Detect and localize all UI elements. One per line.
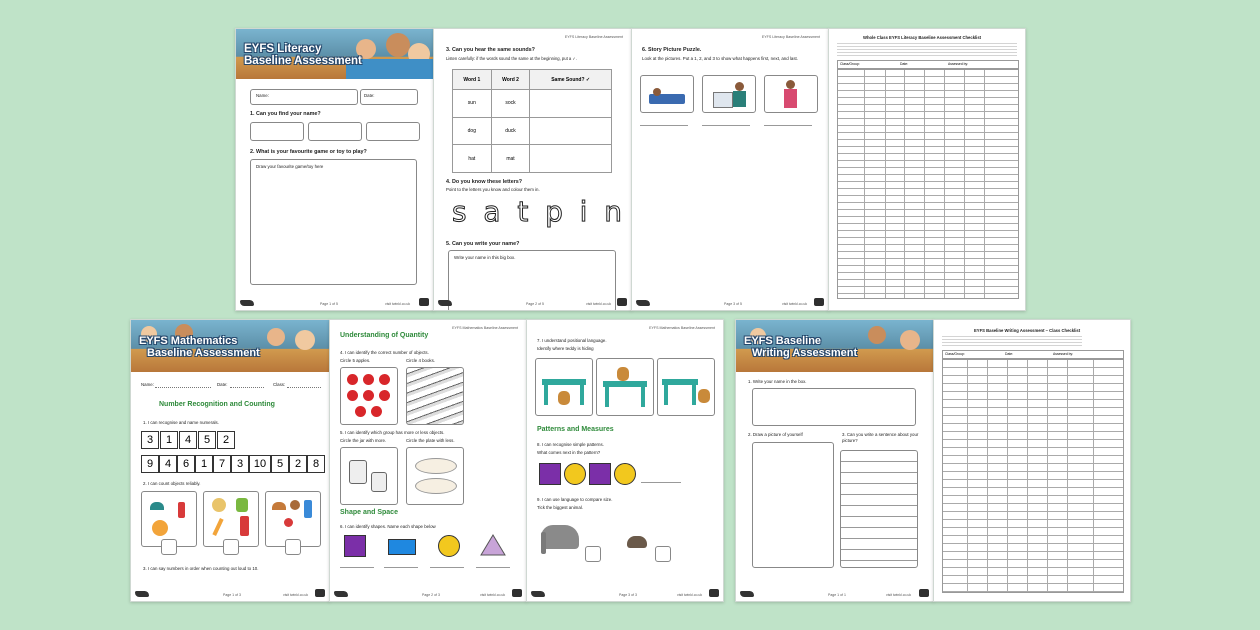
numeral-tile[interactable]: 3 bbox=[231, 455, 249, 473]
name-choice-box-1[interactable] bbox=[250, 122, 304, 141]
answer-line[interactable] bbox=[476, 567, 510, 568]
maths-banner bbox=[131, 320, 329, 372]
numeral-tile[interactable]: 8 bbox=[307, 455, 325, 473]
section-heading: Patterns and Measures bbox=[537, 426, 614, 433]
question-4: 4. I can identify the correct number of objects. bbox=[340, 350, 429, 355]
twinkl-badge-icon bbox=[814, 298, 824, 306]
question-3: 3. I can say numbers in order when counting out loud to 10. bbox=[143, 566, 259, 571]
self-portrait-box[interactable] bbox=[752, 442, 834, 568]
name-label: Name: bbox=[256, 93, 269, 98]
page-footer: Page 3 of 5 visit twinkl.co.uk bbox=[636, 297, 824, 306]
tick-box[interactable] bbox=[655, 546, 671, 562]
question-7: 7. I understand positional language. bbox=[537, 338, 607, 343]
maths-title: EYFS Mathematics Baseline Assessment bbox=[139, 335, 260, 359]
name-choice-box-2[interactable] bbox=[308, 122, 362, 141]
numeral-tile[interactable]: 5 bbox=[198, 431, 216, 449]
numeral-tile[interactable]: 1 bbox=[195, 455, 213, 473]
letter[interactable]: a bbox=[483, 195, 501, 228]
checklist-header: Class/Group: Date: Assessed by: bbox=[942, 350, 1124, 359]
literacy-page-1[interactable] bbox=[235, 28, 434, 311]
numeral-tile[interactable]: 10 bbox=[249, 455, 271, 473]
tick-cell[interactable] bbox=[530, 145, 612, 173]
twinkl-logo-icon bbox=[740, 591, 754, 597]
question-1: 1. Can you find your name? bbox=[250, 111, 321, 117]
question-4a: Circle 5 apples. bbox=[340, 358, 371, 363]
name-box[interactable] bbox=[752, 388, 916, 426]
question-4b: Circle 4 books. bbox=[406, 358, 436, 363]
teddy-picture-on[interactable] bbox=[596, 358, 654, 416]
sounds-table: Word 1 Word 2 Same Sound? ✓ sun sock dog duck hat mat bbox=[452, 69, 612, 173]
letter[interactable]: s bbox=[452, 195, 467, 228]
maths-page-3[interactable] bbox=[526, 319, 724, 602]
question-4: 4. Do you know these letters? bbox=[446, 179, 523, 185]
question-8-sub: What comes next in the pattern? bbox=[537, 450, 601, 455]
letter[interactable]: n bbox=[604, 195, 622, 228]
question-3: 3. Can you write a sentence about your picture? bbox=[842, 432, 919, 444]
elephant-picture bbox=[541, 525, 579, 549]
page-footer: Page 3 of 3 visit twinkl.co.uk bbox=[531, 588, 719, 597]
literacy-page-2[interactable] bbox=[433, 28, 632, 311]
tick-cell[interactable] bbox=[530, 117, 612, 145]
question-4-sub: Point to the letters you know and colour them in. bbox=[446, 187, 540, 192]
plates-picture[interactable] bbox=[406, 447, 464, 505]
jars-picture[interactable] bbox=[340, 447, 398, 505]
page-footer: Page 1 of 5 visit twinkl.co.uk bbox=[240, 297, 429, 306]
answer-box[interactable] bbox=[285, 539, 301, 555]
answer-line[interactable] bbox=[764, 125, 812, 126]
tick-box[interactable] bbox=[585, 546, 601, 562]
checklist-title: EYFS Baseline Writing Assessment – Class Checklist bbox=[974, 328, 1081, 333]
numeral-tile[interactable]: 2 bbox=[289, 455, 307, 473]
square-shape bbox=[344, 535, 366, 557]
numeral-tile[interactable]: 1 bbox=[160, 431, 178, 449]
page-header: EYFS Mathematics Baseline Assessment bbox=[452, 326, 518, 330]
numeral-tile[interactable]: 7 bbox=[213, 455, 231, 473]
write-name-prompt: Write your name in this big box. bbox=[454, 255, 516, 260]
teddy-picture-under[interactable] bbox=[535, 358, 593, 416]
twinkl-logo-icon bbox=[334, 591, 348, 597]
story-picture-2 bbox=[702, 75, 756, 113]
twinkl-badge-icon bbox=[419, 298, 429, 306]
question-8: 8. I can recognise simple patterns. bbox=[537, 442, 604, 447]
question-2: 2. I can count objects reliably. bbox=[143, 481, 201, 486]
twinkl-logo-icon bbox=[240, 300, 254, 306]
writing-page-1[interactable] bbox=[735, 319, 934, 602]
checklist-title: Whole Class EYFS Literacy Baseline Assessment Checklist bbox=[863, 35, 982, 40]
teddy-picture-beside[interactable] bbox=[657, 358, 715, 416]
numeral-tile[interactable]: 3 bbox=[141, 431, 159, 449]
twinkl-badge-icon bbox=[617, 298, 627, 306]
numeral-tile[interactable]: 4 bbox=[179, 431, 197, 449]
letter[interactable]: t bbox=[517, 195, 529, 228]
answer-line[interactable] bbox=[702, 125, 750, 126]
numeral-tile[interactable]: 9 bbox=[141, 455, 159, 473]
answer-box[interactable] bbox=[161, 539, 177, 555]
drawing-box[interactable] bbox=[250, 159, 417, 285]
page-footer: Page 2 of 5 visit twinkl.co.uk bbox=[438, 297, 627, 306]
page-header: EYFS Literacy Baseline Assessment bbox=[564, 35, 623, 39]
checklist-header: Class/Group: Date: Assessed by: bbox=[837, 60, 1019, 69]
question-2: 2. Draw a picture of yourself bbox=[748, 432, 803, 437]
pattern-circle bbox=[614, 463, 636, 485]
writing-checklist-page[interactable] bbox=[933, 319, 1131, 602]
answer-line[interactable] bbox=[430, 567, 464, 568]
writing-banner bbox=[736, 320, 933, 372]
twinkl-badge-icon bbox=[919, 589, 929, 597]
name-choice-box-3[interactable] bbox=[366, 122, 420, 141]
letters-row bbox=[452, 195, 622, 231]
triangle-shape bbox=[480, 534, 506, 556]
question-2: 2. What is your favourite game or toy to play? bbox=[250, 149, 367, 155]
question-7-sub: Identify where teddy is hiding bbox=[537, 346, 594, 351]
question-6: 6. I can identify shapes. Name each shape below bbox=[340, 524, 436, 529]
maths-page-1[interactable] bbox=[130, 319, 330, 602]
pattern-square bbox=[589, 463, 611, 485]
page-footer: Page 1 of 3 visit twinkl.co.uk bbox=[135, 588, 325, 597]
class-label: Class: bbox=[273, 382, 286, 387]
story-picture-1 bbox=[640, 75, 694, 113]
question-5b: Circle the plate with less. bbox=[406, 438, 455, 443]
answer-box[interactable] bbox=[223, 539, 239, 555]
question-3: 3. Can you hear the same sounds? bbox=[446, 47, 535, 53]
page-header: EYFS Mathematics Baseline Assessment bbox=[649, 326, 715, 330]
question-6: 6. Story Picture Puzzle. bbox=[642, 47, 702, 53]
checklist-grid[interactable] bbox=[942, 359, 1124, 593]
writing-title: EYFS Baseline Writing Assessment bbox=[744, 335, 858, 359]
numeral-tile[interactable]: 5 bbox=[271, 455, 289, 473]
answer-line[interactable] bbox=[640, 125, 688, 126]
answer-line[interactable] bbox=[384, 567, 418, 568]
date-label: Date: bbox=[364, 93, 375, 98]
literacy-checklist-page[interactable] bbox=[828, 28, 1026, 311]
question-3-sub: Listen carefully: if the words sound the same at the beginning, put a ✓. bbox=[446, 56, 578, 61]
tick-cell[interactable] bbox=[530, 90, 612, 118]
maths-page-2[interactable] bbox=[329, 319, 527, 602]
question-9-sub: Tick the biggest animal. bbox=[537, 505, 583, 510]
question-1: 1. Write your name in the box. bbox=[748, 379, 807, 384]
twinkl-logo-icon bbox=[438, 300, 452, 306]
section-heading: Shape and Space bbox=[340, 509, 398, 516]
literacy-page-3[interactable] bbox=[631, 28, 829, 311]
story-picture-3 bbox=[764, 75, 818, 113]
apples-picture[interactable] bbox=[340, 367, 398, 425]
rectangle-shape bbox=[388, 539, 416, 555]
question-5a: Circle the jar with more. bbox=[340, 438, 387, 443]
twinkl-logo-icon bbox=[531, 591, 545, 597]
question-6-sub: Look at the pictures. Put a 1, 2, and 3 to show what happens first, next, and last. bbox=[642, 56, 798, 61]
checklist-grid[interactable] bbox=[837, 69, 1019, 299]
twinkl-badge-icon bbox=[709, 589, 719, 597]
name-label: Name: bbox=[141, 382, 154, 387]
mouse-picture bbox=[627, 536, 647, 548]
letter[interactable]: i bbox=[579, 195, 588, 228]
numeral-tile[interactable]: 4 bbox=[159, 455, 177, 473]
twinkl-badge-icon bbox=[315, 589, 325, 597]
page-header: EYFS Literacy Baseline Assessment bbox=[761, 35, 820, 39]
answer-line[interactable] bbox=[641, 482, 681, 483]
question-5: 5. I can identify which group has more or less objects. bbox=[340, 430, 445, 435]
date-label: Date: bbox=[217, 382, 228, 387]
circle-shape bbox=[438, 535, 460, 557]
pattern-square bbox=[539, 463, 561, 485]
sentence-box[interactable] bbox=[840, 450, 918, 568]
page-footer: Page 1 of 1 visit twinkl.co.uk bbox=[740, 588, 929, 597]
numeral-tile[interactable]: 2 bbox=[217, 431, 235, 449]
twinkl-badge-icon bbox=[512, 589, 522, 597]
question-5: 5. Can you write your name? bbox=[446, 241, 520, 247]
page-footer: Page 2 of 3 visit twinkl.co.uk bbox=[334, 588, 522, 597]
answer-line[interactable] bbox=[340, 567, 374, 568]
twinkl-logo-icon bbox=[135, 591, 149, 597]
books-picture[interactable] bbox=[406, 367, 464, 425]
draw-prompt: Draw your favourite game/toy here bbox=[256, 164, 324, 169]
pattern-circle bbox=[564, 463, 586, 485]
section-heading: Understanding of Quantity bbox=[340, 332, 429, 339]
letter[interactable]: p bbox=[545, 195, 563, 228]
section-heading: Number Recognition and Counting bbox=[159, 401, 275, 408]
literacy-banner bbox=[236, 29, 433, 79]
question-1: 1. I can recognise and name numerals. bbox=[143, 420, 219, 425]
question-9: 9. I can use language to compare size. bbox=[537, 497, 613, 502]
twinkl-logo-icon bbox=[636, 300, 650, 306]
literacy-title: EYFS Literacy Baseline Assessment bbox=[244, 43, 362, 68]
numeral-tile[interactable]: 6 bbox=[177, 455, 195, 473]
